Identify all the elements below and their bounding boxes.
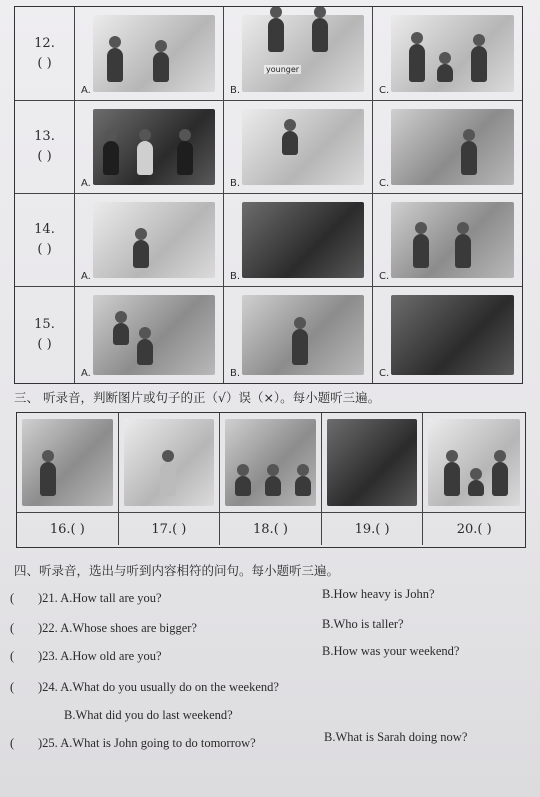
option-label: B. <box>230 85 241 96</box>
question-21-option-b: B.How heavy is John? <box>322 587 435 601</box>
picture-choice-table <box>14 6 523 384</box>
question-22-option-b: B.Who is taller? <box>322 617 404 631</box>
answer-slot[interactable]: 19.( ) <box>322 513 424 545</box>
picture-family-group <box>93 109 215 185</box>
picture-person-sleeping <box>391 295 514 375</box>
option-label: A. <box>81 85 91 96</box>
option-label: B. <box>230 368 241 379</box>
option-a: )24. A.What do you usually do on the weekend? <box>38 680 279 694</box>
option-picture-cell[interactable] <box>373 101 522 194</box>
option-picture-cell[interactable] <box>373 287 522 383</box>
picture-playground <box>225 419 316 506</box>
picture-caption: younger <box>266 65 300 74</box>
option-picture-cell[interactable] <box>75 101 224 194</box>
question-number-cell <box>15 287 75 383</box>
true-false-picture-table <box>16 412 526 548</box>
answer-paren-open: ( <box>10 649 15 663</box>
picture-boy-at-door <box>391 109 514 185</box>
section3-heading: 三、 听录音，判断图片或句子的正（√）误（×）。每小题听三遍。 <box>14 390 381 405</box>
option-a: )23. A.How old are you? <box>38 649 162 663</box>
option-label: A. <box>81 178 91 189</box>
answer-paren-open: ( <box>10 591 15 605</box>
question-23[interactable] <box>10 649 162 664</box>
question-number-cell <box>15 194 75 287</box>
answer-parentheses: ( ) <box>37 149 52 164</box>
option-picture-cell[interactable] <box>75 7 224 101</box>
picture-landscape <box>242 202 364 278</box>
option-label: C. <box>379 271 390 282</box>
judge-picture-20 <box>423 413 525 513</box>
answer-paren-open: ( <box>10 621 15 635</box>
answer-slot[interactable]: 16.( ) <box>17 513 119 545</box>
option-label: C. <box>379 85 390 96</box>
option-picture-cell[interactable] <box>224 194 373 287</box>
option-label: B. <box>230 178 241 189</box>
option-label: A. <box>81 368 91 379</box>
picture-three-children <box>391 15 514 92</box>
option-picture-cell[interactable] <box>224 7 373 101</box>
section4-heading: 四、听录音，选出与听到内容相符的问句。每小题听三遍。 <box>14 563 340 578</box>
option-label: B. <box>230 271 241 282</box>
option-a: )25. A.What is John going to do tomorrow? <box>38 736 256 750</box>
option-picture-cell[interactable] <box>75 287 224 383</box>
option-label: C. <box>379 178 390 189</box>
option-a: )21. A.How tall are you? <box>38 591 162 605</box>
picture-girl-standing <box>124 419 215 506</box>
question-number-cell <box>15 101 75 194</box>
option-picture-cell[interactable] <box>224 287 373 383</box>
picture-camping <box>327 419 418 506</box>
question-number: 15. <box>34 317 55 332</box>
picture-two-children-comparison <box>242 15 364 92</box>
option-picture-cell[interactable] <box>373 194 522 287</box>
answer-slot[interactable]: 20.( ) <box>456 521 492 537</box>
picture-playing-football <box>391 202 514 278</box>
option-label: C. <box>379 368 390 379</box>
question-number-cell <box>15 7 75 101</box>
option-picture-cell[interactable] <box>75 194 224 287</box>
picture-picnic-food <box>242 109 364 185</box>
question-25-option-b: B.What is Sarah doing now? <box>324 730 468 744</box>
option-label: A. <box>81 271 91 282</box>
option-a: )22. A.Whose shoes are bigger? <box>38 621 197 635</box>
picture-girl-in-garden <box>22 419 113 506</box>
judge-picture-18 <box>220 413 322 513</box>
question-number: 12. <box>34 35 55 51</box>
answer-paren-open: ( <box>10 736 15 750</box>
judge-picture-16 <box>17 413 119 513</box>
answer-parentheses: ( ) <box>37 242 52 257</box>
question-21[interactable] <box>10 591 162 606</box>
question-number: 13. <box>34 129 55 144</box>
question-22[interactable] <box>10 621 197 636</box>
answer-paren-open: ( <box>10 680 15 694</box>
answer-parentheses: ( ) <box>37 55 52 71</box>
picture-sick-boy <box>93 202 215 278</box>
answer-slot[interactable]: 17.( ) <box>119 513 221 545</box>
question-24-option-b: B.What did you do last weekend? <box>64 708 233 722</box>
picture-cycling <box>93 295 215 375</box>
picture-boy-reading <box>242 295 364 375</box>
question-23-option-b: B.How was your weekend? <box>322 644 460 658</box>
judge-picture-17 <box>119 413 221 513</box>
question-25[interactable] <box>10 736 256 751</box>
option-picture-cell[interactable] <box>373 7 522 101</box>
answer-slot[interactable]: 18.( ) <box>220 513 322 545</box>
judge-picture-19 <box>322 413 424 513</box>
picture-two-boys <box>93 15 215 92</box>
answer-parentheses: ( ) <box>37 337 52 352</box>
question-24[interactable] <box>10 680 279 695</box>
question-number: 14. <box>34 222 55 237</box>
picture-three-kids <box>428 419 520 506</box>
option-picture-cell[interactable] <box>224 101 373 194</box>
